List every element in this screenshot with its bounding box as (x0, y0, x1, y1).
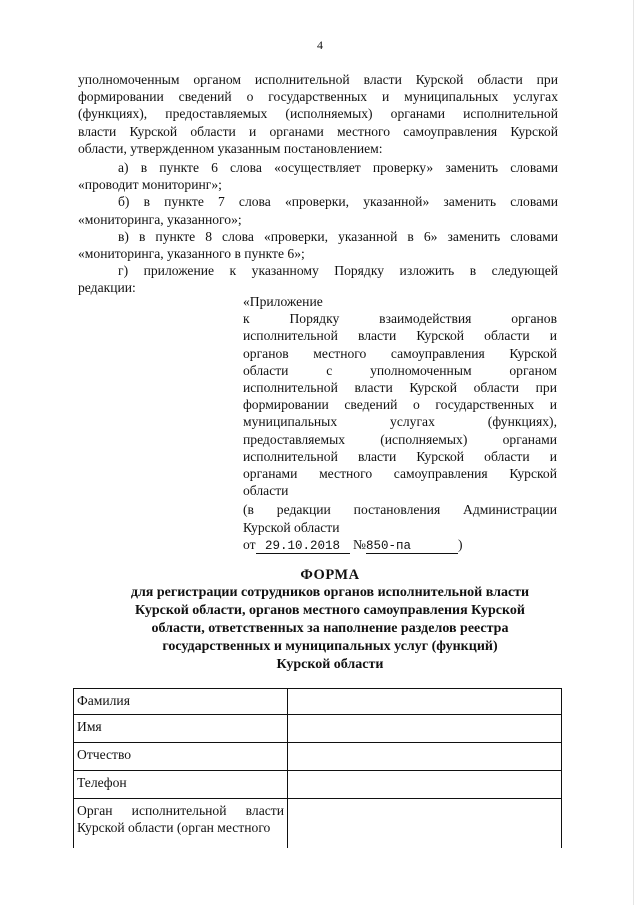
close-paren: ) (457, 536, 463, 552)
appendix-line: органами местного самоуправления Курской (243, 466, 557, 482)
appendix-line: области с уполномоченным органом (243, 362, 557, 378)
table-row (74, 771, 562, 799)
appendix-line: к Порядку взаимодействия органов (243, 311, 557, 327)
resolution-number: 850-па (366, 539, 458, 554)
row-value-authority[interactable] (288, 799, 562, 849)
amendment-item-b: б) в пункте 7 слова «проверки, указанной» заменить словами (118, 194, 558, 210)
form-subtitle-line: для регистрации сотрудников органов исполнительной власти (130, 585, 530, 600)
row-value-surname[interactable] (288, 689, 562, 715)
intro-line: формировании сведений о государственных и муниципальных услугах (78, 89, 558, 105)
row-value-patronymic[interactable] (288, 743, 562, 771)
intro-paragraph (78, 71, 558, 157)
amendment-item-c: в) в пункте 8 слова «проверки, указанной в 6» заменить словами (118, 228, 558, 244)
form-title: ФОРМА (300, 567, 360, 583)
page-number: 4 (317, 38, 323, 52)
amendment-item-a-cont: «проводит мониторинг»; (78, 177, 222, 193)
edition-line: (в редакции постановления Администрации (243, 502, 557, 518)
from-label: от (243, 536, 256, 552)
table-row (74, 689, 562, 715)
table-row (74, 715, 562, 743)
amendment-item-d: г) приложение к указанному Порядку изложить в следующей (118, 263, 558, 279)
appendix-line: органов местного самоуправления Курской (243, 345, 557, 361)
appendix-line: муниципальных услугах (функциях), (243, 414, 557, 430)
row-label-name: Имя (74, 715, 288, 743)
row-value-phone[interactable] (288, 771, 562, 799)
intro-line: уполномоченным органом исполнительной власти Курской области при (78, 72, 558, 87)
appendix-line: исполнительной власти Курской области и (243, 448, 557, 464)
form-subtitle-line: Курской области (276, 657, 384, 672)
authority-label-line: Орган исполнительной власти (77, 803, 284, 818)
intro-line: области, утвержденном указанным постановлением: (78, 140, 383, 156)
registration-table (73, 688, 562, 848)
amendment-item-c-cont: «мониторинга, указанного в пункте 6»; (78, 246, 305, 262)
appendix-block (243, 293, 557, 554)
row-label-surname: Фамилия (74, 689, 288, 715)
row-label-patronymic: Отчество (74, 743, 288, 771)
amendment-item-b-cont: «мониторинга, указанного»; (78, 211, 242, 227)
table-row (74, 799, 562, 849)
appendix-line: исполнительной власти Курской области и (243, 328, 557, 344)
form-subtitle-line: государственных и муниципальных услуг (функций) (162, 639, 498, 654)
resolution-date: 29.10.2018 (256, 539, 350, 554)
page-edge-divider (633, 0, 634, 905)
amendment-item-d-cont: редакции: (78, 280, 136, 296)
resolution-ref (243, 536, 557, 554)
edition-line: Курской области (243, 519, 340, 535)
table-row (74, 743, 562, 771)
form-subtitle-line: области, ответственных за наполнение разделов реестра (151, 621, 509, 636)
form-subtitle-line: Курской области, органов местного самоуправления Курской (135, 603, 525, 618)
appendix-line: предоставляемых (исполняемых) органами (243, 431, 557, 447)
form-heading (60, 566, 600, 674)
row-label-phone: Телефон (74, 771, 288, 799)
intro-line: власти Курской области и органами местного самоуправления Курской (78, 123, 558, 139)
appendix-line: формировании сведений о государственных и (243, 397, 557, 413)
intro-line: (функциях), предоставляемых (исполняемых) органами исполнительной (78, 106, 558, 122)
appendix-heading: «Приложение (243, 294, 323, 309)
row-label-authority (74, 799, 288, 849)
authority-label-line: Курской области (орган местного (77, 820, 271, 836)
amendment-list (78, 159, 558, 297)
number-label: № (352, 536, 366, 552)
appendix-line: области (243, 483, 289, 499)
appendix-line: исполнительной власти Курской области при (243, 380, 557, 396)
amendment-item-a: а) в пункте 6 слова «осуществляет проверку» заменить словами (118, 160, 558, 175)
row-value-name[interactable] (288, 715, 562, 743)
